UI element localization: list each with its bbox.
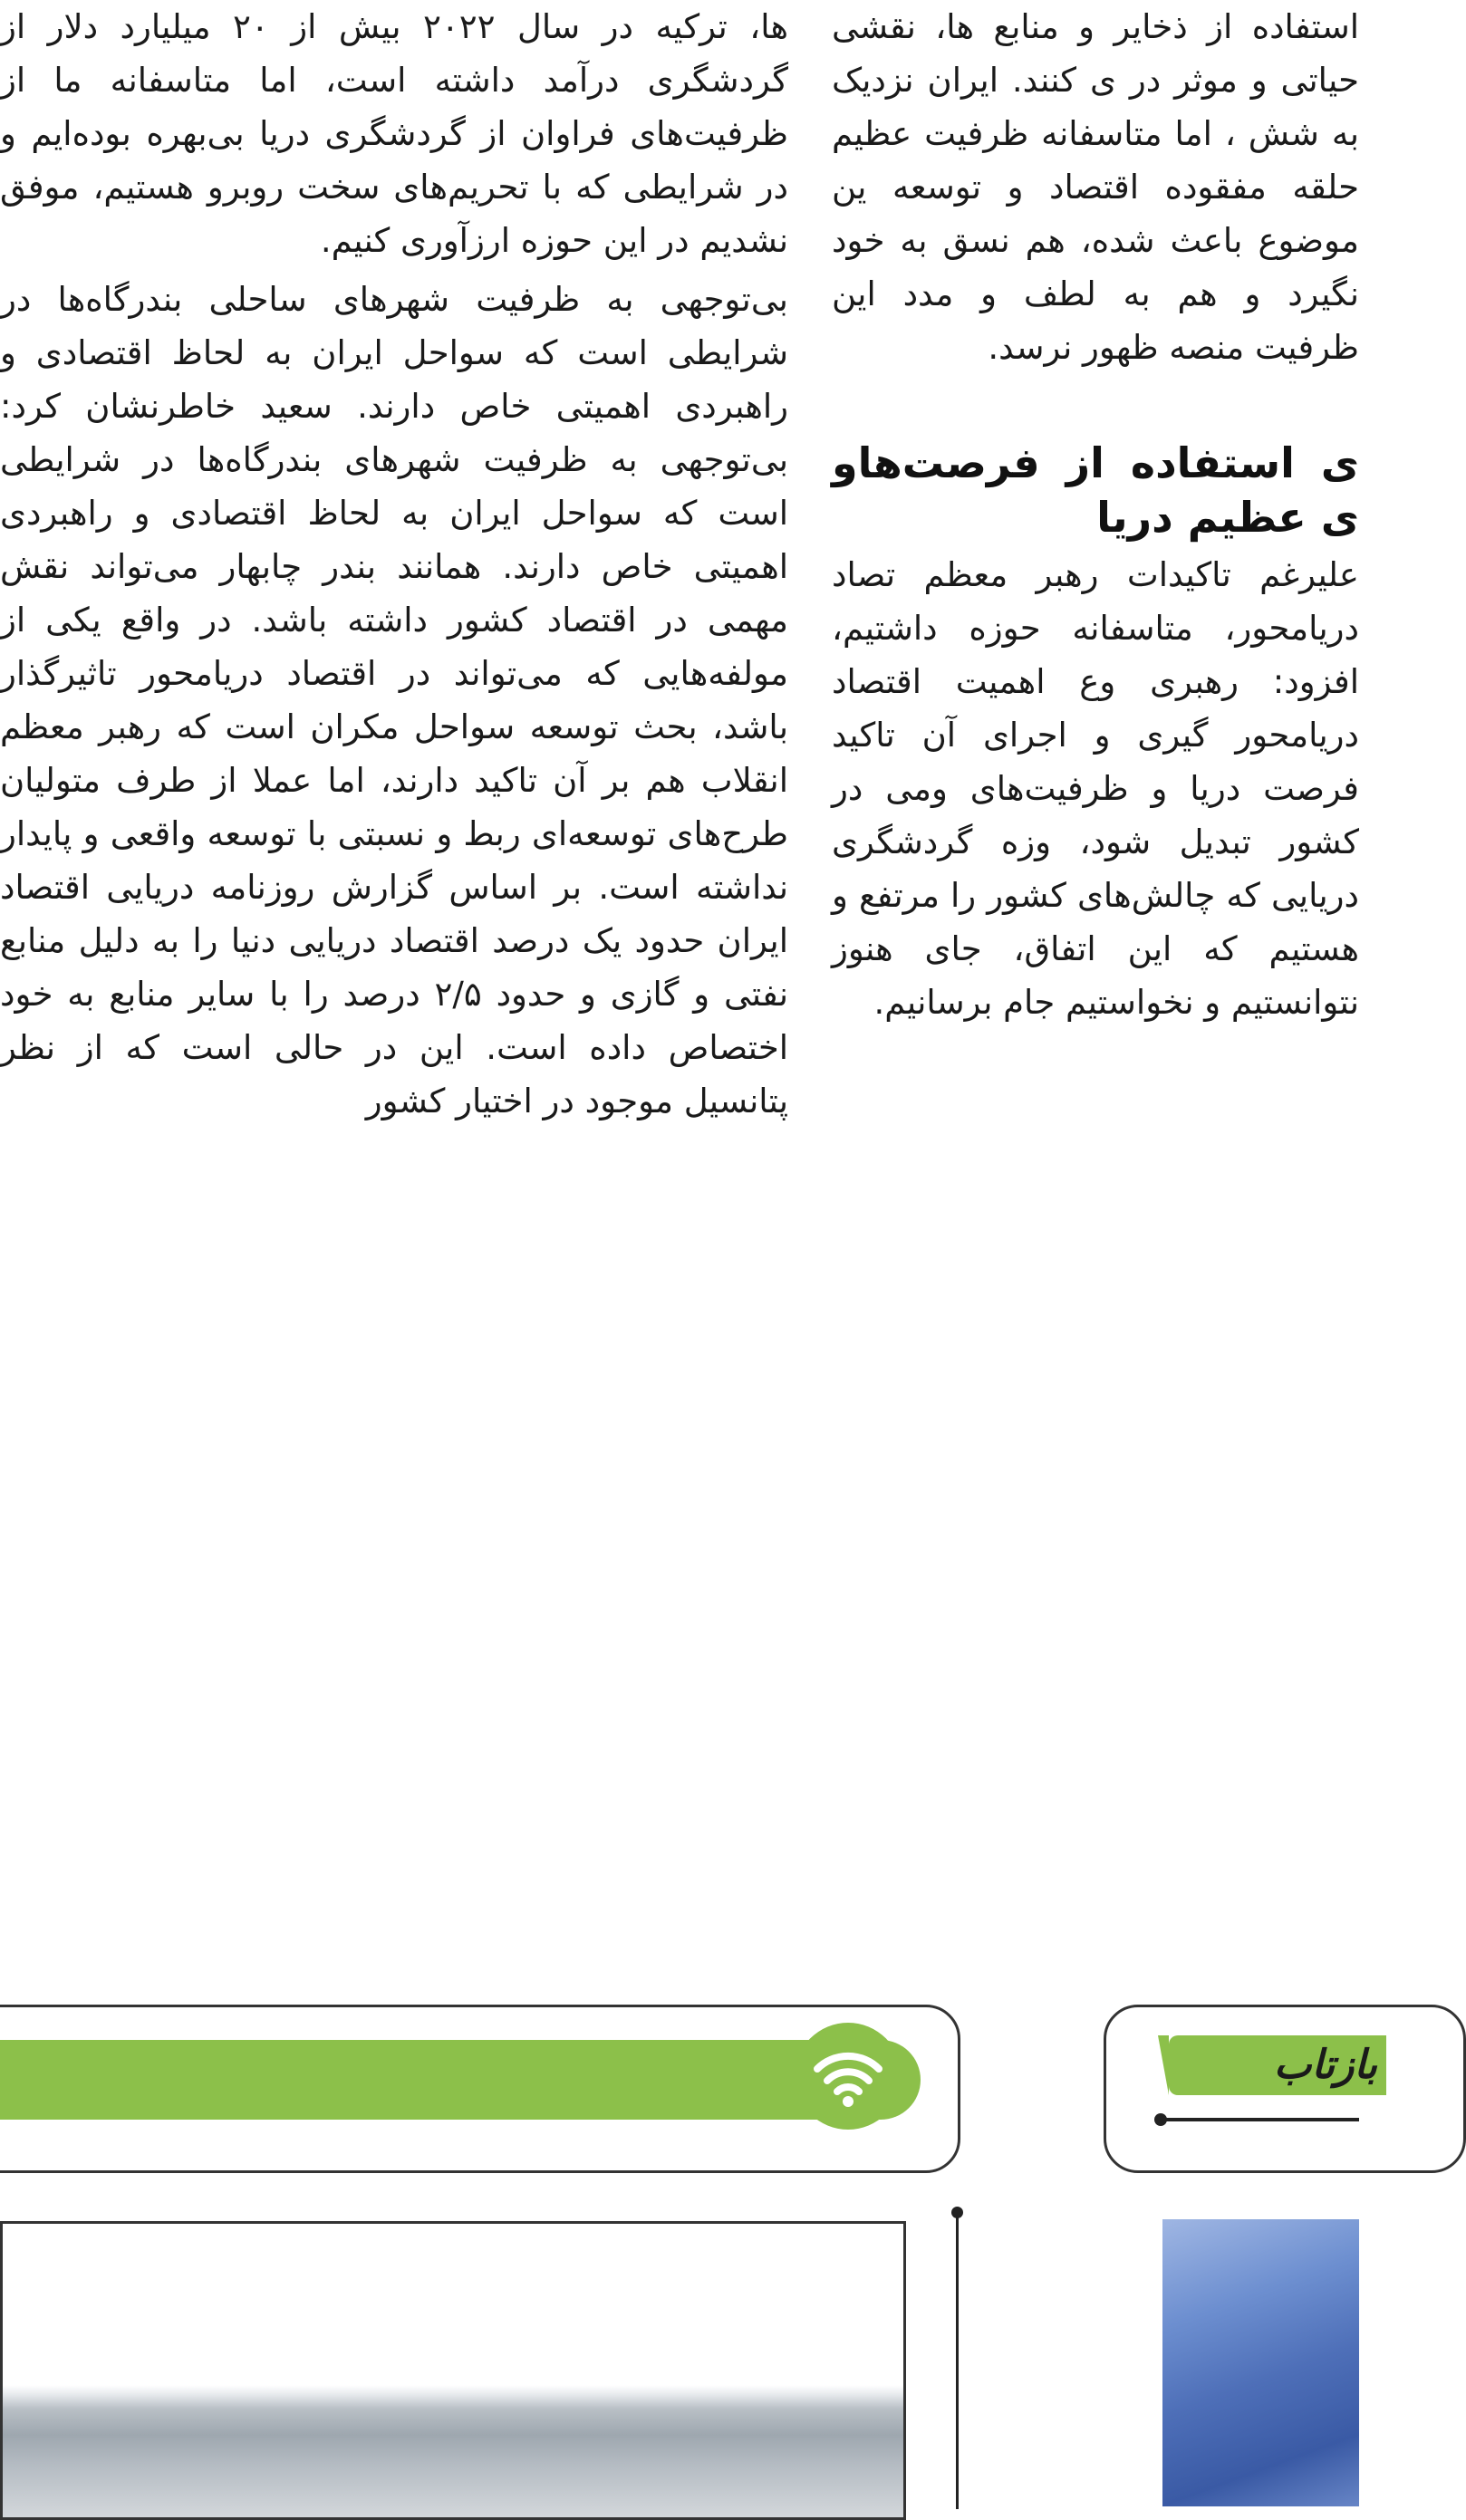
- section-tag-label: بازتاب: [1274, 2042, 1377, 2088]
- vertical-divider: [956, 2210, 959, 2509]
- article-paragraph: ها، ترکیه در سال ۲۰۲۲ بیش از ۲۰ میلیارد دلار از گردشگری درآمد داشته است، اما متاسفانه ما از ظرفیت‌های فراوان از گردشگری دریا بی‌بهره بوده‌ایم و در شرایطی که با تحریم‌های سخت روبرو هستیم، موفق نشدیم در این حوزه ارزآوری کنیم.: [0, 7, 788, 260]
- article-paragraph: علیرغم تاکیدات رهبر معظم تصاد دریامحور، متاسفانه حوزه داشتیم، افزود: رهبری وع اهمیت اقتصاد دریامحور گیری و اجرای آن تاکید فرصت دریا و ظرفیت‌های ومی در کشور تبدیل شود، وزه گردشگری دریایی که چالش‌های کشور را مرتفع و هستیم که این اتفاق، جای هنوز نتوانستیم و نخواستیم جام برسانیم.: [832, 555, 1359, 1022]
- banner-green-bar: [0, 2040, 921, 2120]
- section-divider: [1160, 2118, 1359, 2121]
- section-photo: [1162, 2219, 1359, 2506]
- article-paragraph: استفاده از ذخایر و منابع ها، نقشی حیاتی و موثر در ی کنند. ایران نزدیک به شش ، اما متاسفانه ظرفیت عظیم حلقه مفقوده اقتصاد و توسعه ین موضوع باعث شده، هم نسق به خود نگیرد و هم به لطف و مدد این ظرفیت منصه ظهور نرسد.: [832, 7, 1359, 367]
- wifi-badge: [795, 2023, 902, 2130]
- wifi-icon: [810, 2038, 886, 2114]
- news-photo: [0, 2221, 906, 2520]
- article-paragraph: بی‌توجهی به ظرفیت شهرهای ساحلی بندرگاه‌ها در شرایطی است که سواحل ایران به لحاظ اقتصادی و راهبردی اهمیتی خاص دارند. سعید خاطرنشان کرد: بی‌توجهی به ظرفیت شهرهای بندرگاه‌ها در شرایطی است که سواحل ایران به لحاظ اقتصادی و راهبردی اهمیتی خاص دارند. همانند بندر چابهار می‌تواند نقش مهمی در اقتصاد کشور داشته باشد. در واقع یکی از مولفه‌هایی که می‌تواند در اقتصاد دریامحور تاثیرگذار باشد، بحث توسعه سواحل مکران است که رهبر معظم انقلاب هم بر آن تاکید دارند، اما عملا از طرف متولیان طرح‌های توسعه‌ای ربط و نسبتی با توسعه واقعی و پایدار نداشته است. بر اساس گزارش روزنامه دریایی اقتصاد ایران حدود یک درصد اقتصاد دریایی دنیا را به دلیل منابع نفتی و گازی و حدود ۲/۵ درصد را با سایر منابع به خود اختصاص داده است. این در حالی است که از نظر پتانسیل موجود در اختیار کشور: [0, 280, 788, 1121]
- article-column-right: [832, 0, 1359, 1034]
- article-column-left: [0, 0, 788, 1133]
- article-subheading: ی استفاده از فرصت‌هاو ی عظیم دریا: [832, 438, 1359, 542]
